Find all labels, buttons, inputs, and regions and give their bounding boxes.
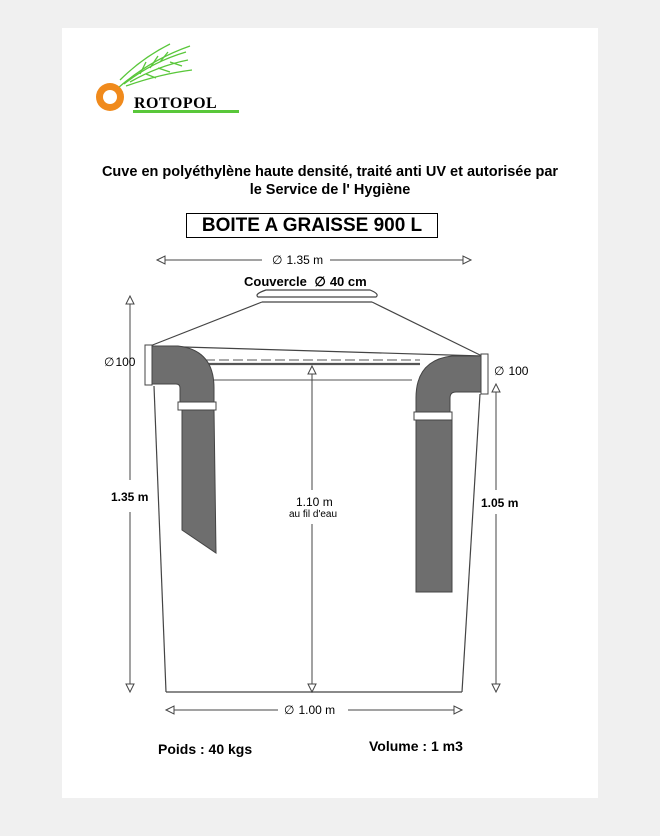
height-outlet-label: 1.05 m — [481, 496, 519, 510]
inlet-pipe — [145, 345, 216, 553]
height-water-dimension — [308, 366, 316, 692]
bottom-width-label: ∅ 1.00 m — [284, 703, 336, 717]
product-description — [88, 163, 572, 199]
diameter-icon: ∅ — [104, 355, 115, 369]
brand-name: ROTOPOL — [134, 95, 218, 112]
top-width-label: ∅ 1.35 m — [272, 253, 324, 267]
lid-label: Couvercle ∅ 40 cm — [244, 274, 367, 289]
diameter-icon: ∅ — [284, 703, 295, 717]
height-water-note: au fil d'eau — [289, 509, 338, 520]
product-title: BOITE A GRAISSE 900 L — [186, 213, 438, 238]
volume-label: Volume : 1 m3 — [369, 738, 463, 754]
diameter-icon: ∅ — [272, 253, 283, 267]
height-total-label: 1.35 m — [111, 490, 149, 504]
diameter-icon: ∅ — [314, 274, 326, 289]
outlet-diameter-label: ∅ 100 — [494, 364, 529, 378]
outlet-pipe — [414, 354, 488, 592]
height-water-label: 1.10 m — [296, 495, 333, 509]
weight-label: Poids : 40 kgs — [158, 741, 253, 757]
rotopol-logo — [96, 44, 239, 113]
diameter-icon: ∅ — [494, 364, 505, 378]
height-outlet-dimension — [492, 384, 500, 692]
inlet-diameter-label: ∅100 — [104, 355, 136, 369]
description-line-1: Cuve en polyéthylène haute densité, traité anti UV et autorisée par — [101, 164, 559, 180]
description-line-2: le Service de l' Hygiène — [249, 182, 411, 198]
palm-leaf-icon — [118, 44, 192, 88]
